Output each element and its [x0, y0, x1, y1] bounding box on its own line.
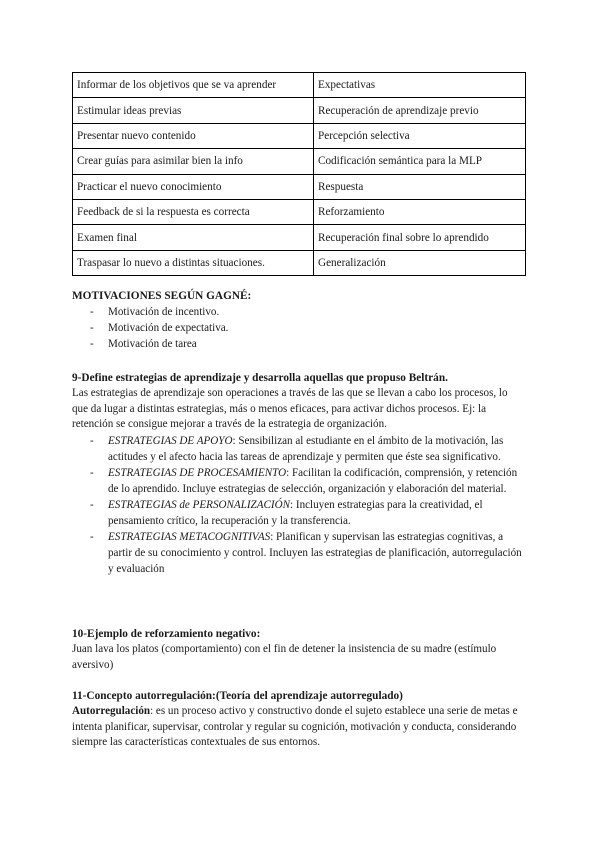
table-cell: Crear guías para asimilar bien la info: [73, 149, 314, 174]
strategy-term: ESTRATEGIAS DE APOYO: [108, 434, 233, 447]
list-item: [72, 529, 526, 577]
table-row: [73, 225, 526, 250]
question-9-intro: Las estrategias de aprendizaje son operaciones a través de las que se llevan a cabo los procesos, lo que da lugar a distintas estrategias, más o menos eficaces, para activar dichos procesos. Ej: la retención se consigue mejorar a través de la estrategia de organización.: [72, 387, 508, 431]
list-item: - Motivación de tarea: [72, 336, 526, 352]
table-cell: Examen final: [73, 225, 314, 250]
table-cell: Feedback de si la respuesta es correcta: [73, 199, 314, 224]
strategy-text: : Planifican y supervisan las estrategias cognitivas, a partir de su conocimiento y control. Incluyen las estrategias de planificación, autorregulación y evaluación: [108, 530, 522, 575]
table-cell: Informar de los objetivos que se va aprender: [73, 73, 314, 98]
strategy-term: ESTRATEGIAS de PERSONALIZACIÓN: [108, 498, 291, 511]
table-cell: Practicar el nuevo conocimiento: [73, 174, 314, 199]
question-11-section: [72, 688, 526, 751]
list-item: [72, 465, 526, 497]
table-cell: Expectativas: [314, 73, 526, 98]
table-cell: Estimular ideas previas: [73, 98, 314, 123]
table-row: [73, 174, 526, 199]
question-9-section: [72, 370, 526, 577]
motivaciones-heading: MOTIVACIONES SEGÚN GAGNÉ:: [72, 290, 252, 302]
strategy-text: : Facilitan la codificación, comprensión, y retención de lo aprendido. Incluye estrategias de selección, organización y elaboración del material.: [108, 466, 518, 495]
list-item: [72, 433, 526, 465]
question-9-heading: 9-Define estrategias de aprendizaje y desarrolla aquellas que propuso Beltrán.: [72, 372, 448, 384]
strategy-term: ESTRATEGIAS METACOGNITIVAS: [108, 530, 271, 543]
table-cell: Traspasar lo nuevo a distintas situaciones.: [73, 250, 314, 275]
table-cell: Reforzamiento: [314, 199, 526, 224]
question-10-text: Juan lava los platos (comportamiento) con el fin de detener la insistencia de su madre (estímulo aversivo): [72, 643, 497, 671]
strategy-term: ESTRATEGIAS DE PROCESAMIENTO: [108, 466, 287, 479]
table-row: [73, 199, 526, 224]
table-cell: Recuperación final sobre lo aprendido: [314, 225, 526, 250]
list-item: - Motivación de incentivo.: [72, 304, 526, 320]
table-row: [73, 98, 526, 123]
motivaciones-section: [72, 288, 526, 352]
list-item: - Motivación de expectativa.: [72, 320, 526, 336]
strategy-text: : Incluyen estrategias para la creatividad, el pensamiento crítico, la recuperación y la transferencia.: [108, 498, 483, 527]
list-item: [72, 497, 526, 529]
strategies-list: [72, 433, 526, 577]
table-row: [73, 73, 526, 98]
table-row: [73, 149, 526, 174]
table-cell: Generalización: [314, 250, 526, 275]
question-11-heading: 11-Concepto autorregulación:(Teoría del aprendizaje autorregulado): [72, 690, 403, 702]
table-row: [73, 123, 526, 148]
question-10-section: [72, 626, 526, 673]
table-cell: Recuperación de aprendizaje previo: [314, 98, 526, 123]
gagne-events-table: [72, 72, 526, 276]
table-cell: Percepción selectiva: [314, 123, 526, 148]
question-10-heading: 10-Ejemplo de reforzamiento negativo:: [72, 628, 261, 640]
table-cell: Presentar nuevo contenido: [73, 123, 314, 148]
document-page: [72, 72, 526, 749]
table-row: [73, 250, 526, 275]
table-cell: Respuesta: [314, 174, 526, 199]
autorregulacion-term: Autorregulación: [72, 705, 151, 717]
autorregulacion-definition: : es un proceso activo y constructivo donde el sujeto establece una serie de metas e intenta planificar, supervisar, controlar y regular su cognición, motivación y conducta, considerando siempre las características contextuales de sus entornos.: [72, 705, 518, 749]
question-11-text: [72, 704, 526, 751]
motivaciones-list: [72, 304, 526, 352]
strategy-text: : Sensibilizan al estudiante en el ámbito de la motivación, las actitudes y el afecto hacia las tareas de aprendizaje y permiten que éste sea significativo.: [108, 434, 504, 463]
table-cell: Codificación semántica para la MLP: [314, 149, 526, 174]
